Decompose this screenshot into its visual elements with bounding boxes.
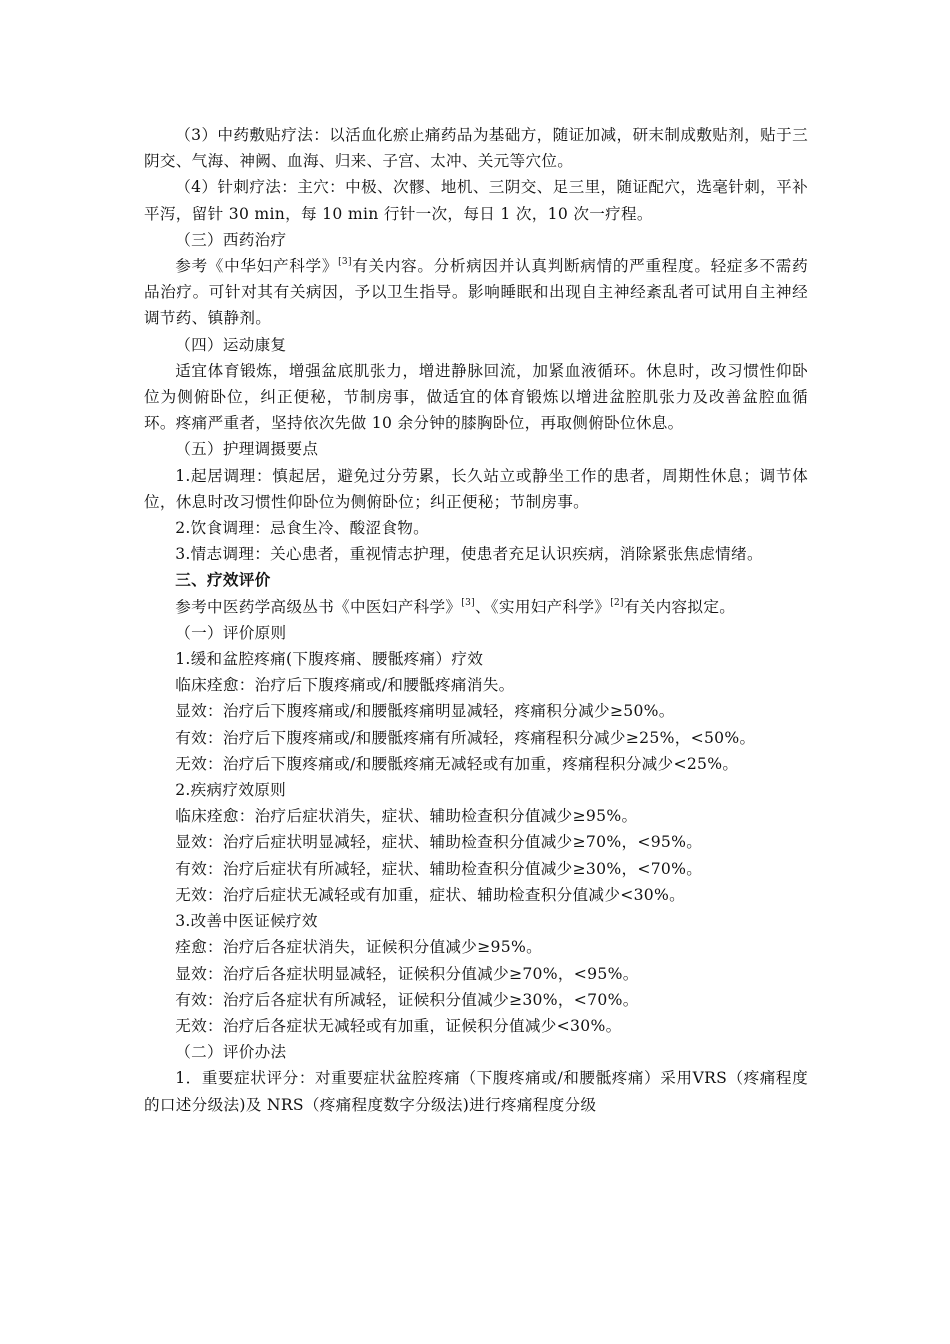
citation: [3] bbox=[461, 597, 475, 608]
paragraph: 无效：治疗后症状无减轻或有加重，症状、辅助检查积分值减少<30%。 bbox=[175, 885, 686, 904]
paragraph: 适宜体育锻炼，增强盆底肌张力，增进静脉回流，加紧血液循环。休息时，改习惯性仰卧位为侧俯卧位，纠正便秘，节制房事，做适宜的体育锻炼以增进盆腔肌张力及改善盆腔血循环。疼痛严重者，坚持依次先做 10 余分钟的膝胸卧位，再取侧俯卧位休息。 bbox=[144, 361, 808, 433]
paragraph: 有效：治疗后症状有所减轻，症状、辅助检查积分值减少≥30%，<70%。 bbox=[175, 859, 703, 878]
section-heading: （二）评价办法 bbox=[175, 1043, 287, 1062]
paragraph: 痊愈：治疗后各症状消失，证候积分值减少≥95%。 bbox=[175, 938, 542, 957]
paragraph: 2.饮食调理：忌食生冷、酸涩食物。 bbox=[175, 519, 430, 538]
chapter-heading: 三、疗效评价 bbox=[175, 570, 271, 590]
paragraph: （4）针刺疗法：主穴：中极、次髎、地机、三阴交、足三里，随证配穴，选毫针刺，平补平泻，留针 30 min，每 10 min 行针一次，每日 1 次，10 次一疗程。 bbox=[144, 178, 808, 223]
text-run: 参考中医药学高级丛书《中医妇产科学》 bbox=[175, 597, 462, 616]
text-run: 参考《中华妇产科学》 bbox=[175, 257, 339, 276]
paragraph: （3）中药敷贴疗法：以活血化瘀止痛药品为基础方，随证加减，研末制成敷贴剂，贴于三阴交、气海、神阙、血海、归来、子宫、太冲、关元等穴位。 bbox=[144, 126, 808, 171]
section-heading: （四）运动康复 bbox=[175, 335, 287, 354]
text-run: 有关内容。分析病因并认真判断病情的严重程度。轻症多不需药品治疗。可针对其有关病因，予以卫生指导。影响睡眠和出现自主神经紊乱者可试用自主神经调节药、镇静剂。 bbox=[144, 257, 808, 328]
paragraph: 显效：治疗后下腹疼痛或/和腰骶疼痛明显减轻，疼痛积分减少≥50%。 bbox=[175, 702, 675, 721]
paragraph: 3.情志调理：关心患者，重视情志护理，使患者充足认识疾病，消除紧张焦虑情绪。 bbox=[175, 545, 763, 564]
paragraph: 显效：治疗后各症状明显减轻，证候积分值减少≥70%，<95%。 bbox=[175, 964, 639, 983]
section-heading: （五）护理调摄要点 bbox=[175, 440, 319, 459]
section-heading: （三）西药治疗 bbox=[175, 230, 287, 249]
paragraph: 1．重要症状评分：对重要症状盆腔疼痛（下腹疼痛或/和腰骶疼痛）采用VRS（疼痛程度的口述分级法)及 NRS（疼痛程度数字分级法)进行疼痛程度分级 bbox=[144, 1069, 808, 1114]
paragraph: 2.疾病疗效原则 bbox=[175, 781, 287, 800]
paragraph bbox=[144, 594, 808, 620]
paragraph: 临床痊愈：治疗后下腹疼痛或/和腰骶疼痛消失。 bbox=[175, 676, 515, 695]
paragraph: 1.起居调理：慎起居，避免过分劳累，长久站立或静坐工作的患者，周期性休息；调节体位，休息时改习惯性仰卧位为侧俯卧位；纠正便秘；节制房事。 bbox=[144, 466, 808, 511]
text-run: 有关内容拟定。 bbox=[623, 597, 736, 616]
paragraph: 无效：治疗后各症状无减轻或有加重，证候积分值减少<30%。 bbox=[175, 1016, 622, 1035]
paragraph: 临床痊愈：治疗后症状消失，症状、辅助检查积分值减少≥95%。 bbox=[175, 807, 638, 826]
paragraph bbox=[144, 253, 808, 332]
citation: [3] bbox=[338, 257, 352, 268]
paragraph: 3.改善中医证候疗效 bbox=[175, 912, 318, 931]
paragraph: 1.缓和盆腔疼痛(下腹疼痛、腰骶疼痛）疗效 bbox=[175, 650, 484, 669]
document-body bbox=[144, 122, 808, 1118]
paragraph: 有效：治疗后下腹疼痛或/和腰骶疼痛有所减轻，疼痛程积分减少≥25%，<50%。 bbox=[175, 728, 756, 747]
citation: [2] bbox=[610, 597, 624, 608]
paragraph: 有效：治疗后各症状有所减轻，证候积分值减少≥30%，<70%。 bbox=[175, 990, 639, 1009]
paragraph: 无效：治疗后下腹疼痛或/和腰骶疼痛无减轻或有加重，疼痛程积分减少<25%。 bbox=[175, 754, 739, 773]
text-run: 、《实用妇产科学》 bbox=[474, 597, 611, 616]
section-heading: （一）评价原则 bbox=[175, 623, 287, 642]
paragraph: 显效：治疗后症状明显减轻，症状、辅助检查积分值减少≥70%，<95%。 bbox=[175, 833, 703, 852]
